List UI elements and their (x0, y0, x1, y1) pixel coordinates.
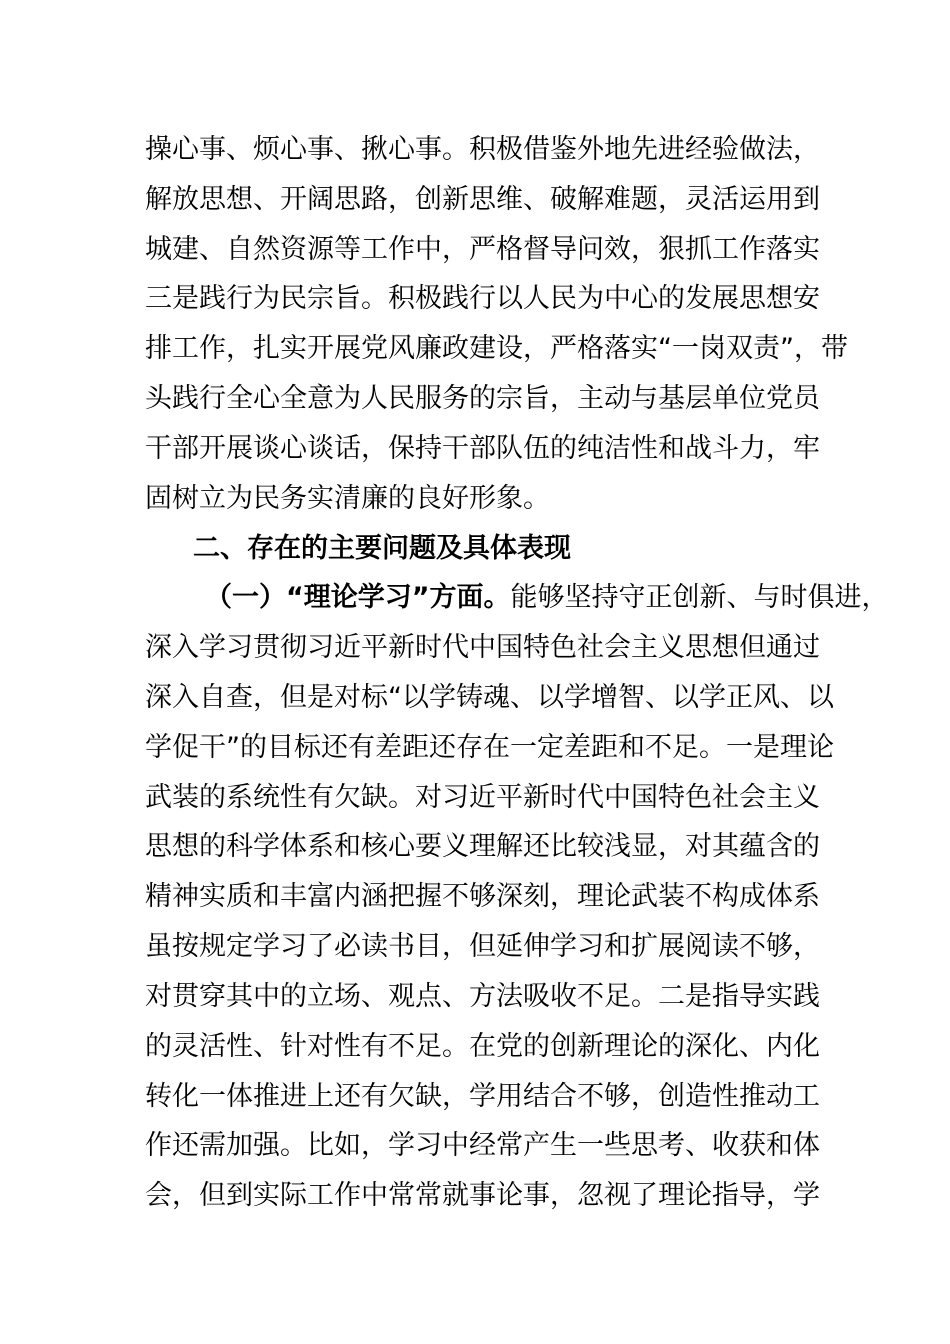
body-line: 思想的科学体系和核心要义理解还比较浅显，对其蕴含的 (145, 831, 820, 862)
body-line: 学促干”的目标还有差距还存在一定差距和不足。一是理论 (145, 732, 834, 763)
body-line: 干部开展谈心谈话，保持干部队伍的纯洁性和战斗力，牢 (145, 433, 820, 464)
body-line: 精神实质和丰富内涵把握不够深刻，理论武装不构成体系 (145, 881, 820, 912)
body-line: 深入自查，但是对标“以学铸魂、以学增智、以学正风、以 (145, 682, 834, 713)
subsection-label: （一）“理论学习”方面。 (205, 582, 511, 613)
body-line: 头践行全心全意为人民服务的宗旨，主动与基层单位党员 (145, 383, 820, 414)
body-line: 会，但到实际工作中常常就事论事，忽视了理论指导，学 (145, 1180, 820, 1211)
section-heading: 二、存在的主要问题及具体表现 (193, 533, 571, 564)
subsection-lead-line (205, 578, 889, 618)
subsection-first-line-text: 能够坚持守正创新、与时俱进， (510, 582, 889, 613)
body-line: 城建、自然资源等工作中，严格督导问效，狠抓工作落实 (145, 234, 820, 265)
body-line: 对贯穿其中的立场、观点、方法吸收不足。二是指导实践 (145, 981, 820, 1012)
body-line: 虽按规定学习了必读书目，但延伸学习和扩展阅读不够， (145, 931, 820, 962)
body-line: 深入学习贯彻习近平新时代中国特色社会主义思想但通过 (145, 632, 820, 663)
body-line: 武装的系统性有欠缺。对习近平新时代中国特色社会主义 (145, 782, 820, 813)
body-line: 的灵活性、针对性有不足。在党的创新理论的深化、内化 (145, 1031, 820, 1062)
body-line: 操心事、烦心事、揪心事。积极借鉴外地先进经验做法， (145, 134, 820, 165)
body-line: 排工作，扎实开展党风廉政建设，严格落实“一岗双责”，带 (145, 333, 848, 364)
body-line: 作还需加强。比如，学习中经常产生一些思考、收获和体 (145, 1130, 820, 1161)
body-line: 转化一体推进上还有欠缺，学用结合不够，创造性推动工 (145, 1081, 820, 1112)
body-line: 解放思想、开阔思路，创新思维、破解难题，灵活运用到 (145, 184, 820, 215)
body-line: 固树立为民务实清廉的良好形象。 (145, 483, 550, 514)
body-line: 三是践行为民宗旨。积极践行以人民为中心的发展思想安 (145, 283, 820, 314)
